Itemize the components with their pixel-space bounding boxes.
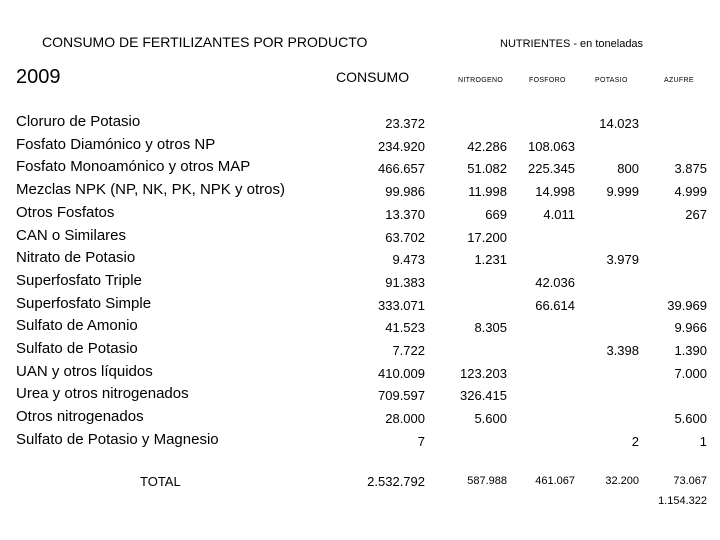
- cell-fosforo: 225.345: [528, 161, 575, 177]
- year-label: 2009: [16, 66, 61, 88]
- cell-nitrogeno: 1.231: [474, 252, 507, 268]
- product-label: Sulfato de Amonio: [16, 317, 138, 335]
- cell-nitrogeno: 669: [485, 206, 507, 222]
- cell-consumo: 410.009: [378, 365, 425, 381]
- header-consumo: CONSUMO: [336, 69, 410, 85]
- total-label: TOTAL: [140, 474, 181, 489]
- product-label: CAN o Similares: [16, 226, 127, 244]
- product-label: Otros Fosfatos: [16, 203, 115, 221]
- cell-nitrogeno: 42.286: [467, 138, 507, 154]
- product-label: Fosfato Diamónico y otros NP: [16, 135, 216, 153]
- cell-nitrogeno: 8.305: [474, 320, 507, 336]
- header-fosforo: FOSFORO: [529, 77, 566, 84]
- cell-azufre: 9.966: [674, 320, 707, 336]
- cell-nitrogeno: 5.600: [474, 411, 507, 427]
- cell-potasio: 3.979: [606, 252, 639, 268]
- cell-potasio: 2: [631, 433, 639, 449]
- product-label: Cloruro de Potasio: [16, 113, 141, 130]
- total-nitrogeno: 587.988: [467, 475, 507, 487]
- cell-consumo: 63.702: [385, 229, 425, 245]
- product-label: Mezclas NPK (NP, NK, PK, NPK y otros): [16, 181, 285, 199]
- cell-potasio: 3.398: [606, 343, 639, 358]
- cell-consumo: 23.372: [385, 116, 425, 131]
- product-label: Sulfato de Potasio: [16, 340, 138, 357]
- cell-consumo: 333.071: [378, 297, 425, 313]
- cell-consumo: 234.920: [378, 138, 425, 154]
- cell-consumo: 9.473: [392, 252, 425, 268]
- cell-fosforo: 42.036: [535, 274, 575, 290]
- cell-nitrogeno: 51.082: [467, 161, 507, 177]
- cell-consumo: 709.597: [378, 388, 425, 404]
- cell-azufre: 39.969: [667, 297, 707, 313]
- nutrients-title: NUTRIENTES - en toneladas: [500, 38, 644, 50]
- cell-nitrogeno: 11.998: [468, 184, 507, 200]
- cell-azufre: 267: [685, 206, 707, 222]
- page-title: CONSUMO DE FERTILIZANTES POR PRODUCTO: [42, 34, 368, 50]
- cell-consumo: 41.523: [385, 320, 425, 336]
- header-potasio: POTASIO: [595, 77, 628, 84]
- cell-consumo: 7: [417, 433, 425, 449]
- cell-consumo: 13.370: [385, 206, 425, 222]
- cell-azufre: 4.999: [674, 184, 707, 200]
- cell-nitrogeno: 123.203: [460, 365, 507, 381]
- grand-total-nutrients: 1.154.322: [658, 495, 707, 507]
- product-label: Superfosfato Simple: [16, 294, 152, 312]
- product-label: Otros nitrogenados: [16, 408, 144, 426]
- cell-nitrogeno: 326.415: [460, 388, 507, 404]
- cell-azufre: 5.600: [674, 411, 707, 427]
- cell-azufre: 1: [699, 433, 707, 449]
- cell-azufre: 1.390: [674, 343, 707, 358]
- cell-fosforo: 14.998: [535, 184, 575, 200]
- product-label: Urea y otros nitrogenados: [16, 385, 189, 403]
- total-potasio: 32.200: [605, 475, 639, 487]
- product-label: Sulfato de Potasio y Magnesio: [16, 430, 219, 448]
- cell-azufre: 3.875: [674, 161, 707, 177]
- cell-consumo: 91.383: [385, 274, 425, 290]
- total-consumo: 2.532.792: [367, 474, 425, 489]
- cell-fosforo: 108.063: [528, 138, 575, 154]
- product-label: Fosfato Monoamónico y otros MAP: [16, 158, 251, 176]
- header-nitrogeno: NITROGENO: [458, 77, 504, 84]
- cell-azufre: 7.000: [674, 365, 707, 381]
- total-azufre: 73.067: [673, 475, 707, 487]
- cell-fosforo: 66.614: [535, 297, 575, 313]
- cell-potasio: 800: [617, 161, 639, 177]
- header-azufre: AZUFRE: [664, 77, 694, 84]
- cell-consumo: 99.986: [385, 184, 425, 200]
- product-label: Superfosfato Triple: [16, 271, 142, 289]
- cell-consumo: 466.657: [378, 161, 425, 177]
- cell-nitrogeno: 17.200: [467, 229, 507, 245]
- cell-potasio: 14.023: [599, 116, 639, 131]
- cell-fosforo: 4.011: [543, 206, 575, 222]
- product-label: UAN y otros líquidos: [16, 362, 153, 380]
- cell-consumo: 28.000: [385, 411, 425, 427]
- cell-consumo: 7.722: [392, 343, 425, 358]
- product-label: Nitrato de Potasio: [16, 249, 136, 267]
- cell-potasio: 9.999: [606, 184, 639, 200]
- total-fosforo: 461.067: [535, 475, 575, 487]
